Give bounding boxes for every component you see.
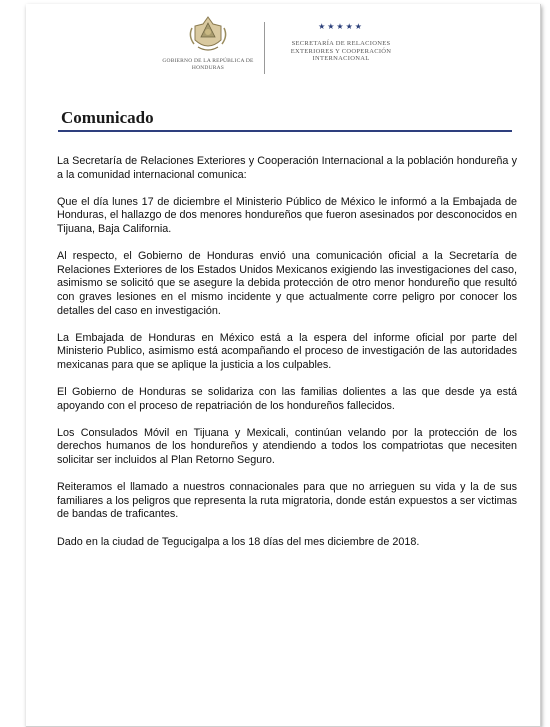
- honduras-coat-of-arms-icon: [186, 14, 230, 54]
- ministry-name: SECRETARÍA DE RELACIONES EXTERIORES Y COOPERACIÓN INTERNACIONAL: [290, 40, 392, 63]
- paragraph: Los Consulados Móvil en Tijuana y Mexicali, continúan velando por la protección de los derechos humanos de los hondureños y atendiendo a todos los compatriotas que necesiten solicitar ser incluidos al Plan Retorno Seguro.: [57, 426, 517, 467]
- paragraph: Al respecto, el Gobierno de Honduras envió una comunicación oficial a la Secretaría de Relaciones Exteriores de los Estados Unidos Mexicanos exigiendo las investigaciones del caso, asimismo se solicitó que se asegure la debida protección de otro menor hondureño que resultó con graves lesiones en el mismo incidente y que actualmente corre peligro por conocer los detalles del caso en investigación.: [57, 250, 517, 317]
- letterhead: [26, 4, 540, 84]
- paragraph: La Embajada de Honduras en México está a la espera del informe oficial por parte del Ministerio Publico, asimismo está acompañando el proceso de investigación de las autoridades mexicanas para que se aplique la justicia a los culpables.: [57, 331, 517, 371]
- document-title: Comunicado: [61, 108, 154, 127]
- paragraph: Que el día lunes 17 de diciembre el Ministerio Público de México le informó a la Embajada de Honduras, el hallazgo de dos menores hondureños que fueron asesinados por desconocidos en Tijuana, Baja California.: [57, 195, 517, 235]
- stars-icon: ★★★★★: [318, 22, 364, 31]
- government-name: GOBIERNO DE LA REPÚBLICA DE HONDURAS: [162, 58, 254, 71]
- title-underline: [58, 130, 512, 132]
- paragraph: Reiteramos el llamado a nuestros connacionales para que no arrieguen su vida y la de sus familiares a los peligros que representa la ruta migratoria, donde están expuestos a ser victimas de bandas de traficantes.: [57, 481, 517, 521]
- document-body: [57, 155, 517, 563]
- paragraph: La Secretaría de Relaciones Exteriores y Cooperación Internacional a la población hondureña y a la comunidad internacional comunica:: [57, 155, 517, 181]
- paragraph: Dado en la ciudad de Tegucigalpa a los 18 días del mes diciembre de 2018.: [57, 535, 420, 548]
- paragraph: El Gobierno de Honduras se solidariza con las familias dolientes a las que desde ya está apoyando con el proceso de repatriación de los hondureños fallecidos.: [57, 386, 517, 412]
- document-page: [26, 4, 541, 727]
- header-divider: [264, 22, 265, 74]
